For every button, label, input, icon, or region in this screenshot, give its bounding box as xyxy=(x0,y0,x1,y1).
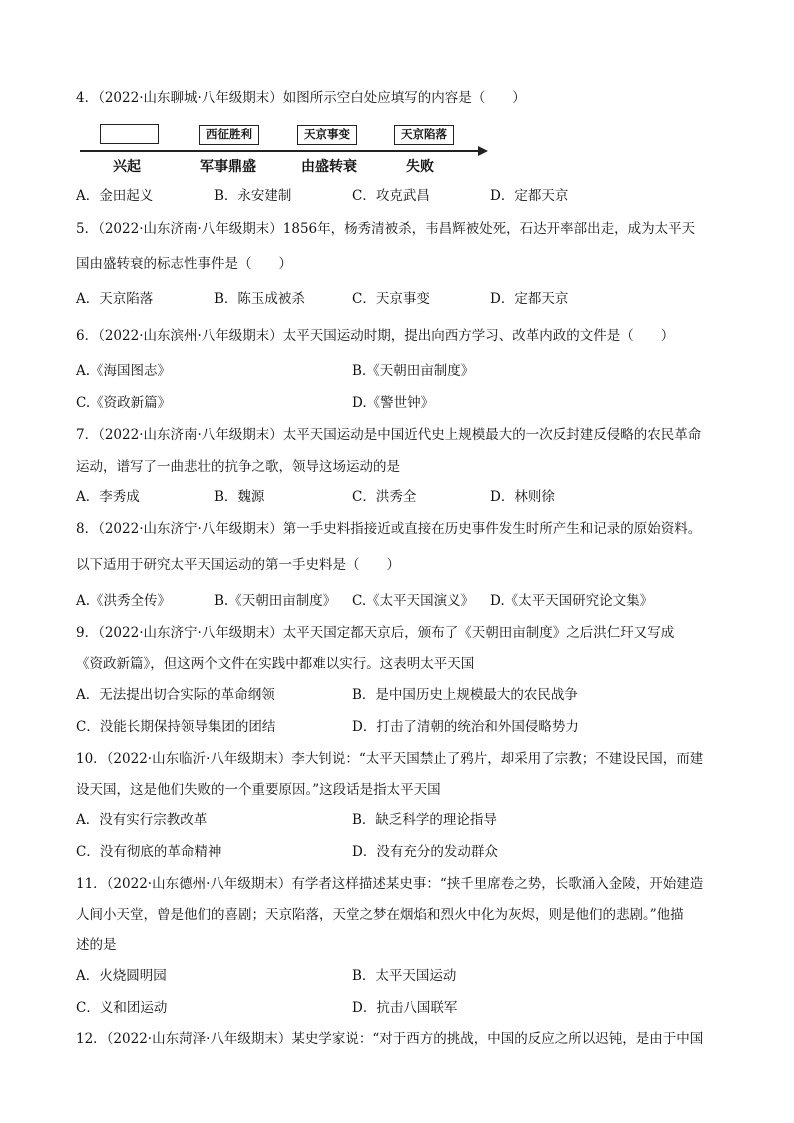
q6-option-c[interactable]: C.《资政新篇》 xyxy=(76,395,172,411)
q6-option-a[interactable]: A.《海国图志》 xyxy=(76,363,172,379)
q5-stem-line-1: 5．（2022·山东济南·八年级期末）1856年，杨秀清被杀，韦昌辉被处死，石达开率部出走，成为太平天 xyxy=(76,221,696,237)
q8-stem-line-1: 8．（2022·山东济宁·八年级期末）第一手史料指接近或直接在历史事件发生时所产生和记录的原始资料。 xyxy=(76,521,702,537)
q12-stem: 12．（2022·山东菏泽·八年级期末）某史学家说：“对于西方的挑战，中国的反应之所以迟钝，是由于中国 xyxy=(76,1031,704,1047)
q6-option-d[interactable]: D.《警世钟》 xyxy=(352,395,435,411)
timeline-box-tianjing-fall: 天京陷落 xyxy=(394,125,454,145)
q8-option-a[interactable]: A.《洪秀全传》 xyxy=(76,593,172,609)
q9-option-b[interactable]: B．是中国历史上规模最大的农民战争 xyxy=(352,687,578,703)
q5-option-c[interactable]: C．天京事变 xyxy=(352,291,430,307)
q11-stem-line-1: 11．（2022·山东德州·八年级期末）有学者这样描述某史事：“挟千里席卷之势，长歌涌入金陵，开始建造 xyxy=(76,876,704,892)
q4-stem: 4．（2022·山东聊城·八年级期末）如图所示空白处应填写的内容是（ ） xyxy=(76,90,526,106)
timeline-label-rise: 兴起 xyxy=(113,159,141,175)
q4-option-a[interactable]: A．金田起义 xyxy=(76,188,154,204)
q7-stem-line-1: 7．（2022·山东济南·八年级期末）太平天国运动是中国近代史上规模最大的一次反封建反侵略的农民革命 xyxy=(76,427,702,443)
q9-option-a[interactable]: A．无法提出切合实际的革命纲领 xyxy=(76,687,275,703)
timeline-box-blank xyxy=(100,124,159,144)
q11-option-a[interactable]: A．火烧圆明园 xyxy=(76,968,167,984)
q7-option-d[interactable]: D．林则徐 xyxy=(490,489,555,505)
q9-option-d[interactable]: D．打击了清朝的统治和外国侵略势力 xyxy=(352,719,579,735)
timeline-label-failure: 失败 xyxy=(406,159,434,175)
q7-option-a[interactable]: A．李秀成 xyxy=(76,489,140,505)
q8-option-b[interactable]: B.《天朝田亩制度》 xyxy=(214,593,337,609)
q5-option-b[interactable]: B．陈玉成被杀 xyxy=(214,291,305,307)
q10-stem-line-1: 10．（2022·山东临沂·八年级期末）李大钊说：“太平天国禁止了鸦片，却采用了宗教；不建设民国，而建 xyxy=(76,751,704,767)
q7-stem-line-2: 运动，谱写了一曲悲壮的抗争之歌，领导这场运动的是 xyxy=(76,459,400,475)
q5-option-a[interactable]: A．天京陷落 xyxy=(76,291,154,307)
q11-option-b[interactable]: B．太平天国运动 xyxy=(352,968,457,984)
q11-stem-line-3: 述的是 xyxy=(76,937,117,953)
q8-option-d[interactable]: D.《太平天国研究论文集》 xyxy=(490,593,654,609)
q6-option-b[interactable]: B.《天朝田亩制度》 xyxy=(352,363,475,379)
q9-stem-line-1: 9．（2022·山东济宁·八年级期末）太平天国定都天京后，颁布了《天朝田亩制度》之后洪仁玕又写成 xyxy=(76,625,675,641)
timeline-arrow-icon xyxy=(478,146,488,156)
q9-option-c[interactable]: C．没能长期保持领导集团的团结 xyxy=(76,719,276,735)
q10-stem-line-2: 设天国，这是他们失败的一个重要原因。”这段话是指太平天国 xyxy=(76,782,441,798)
q10-option-c[interactable]: C．没有彻底的革命精神 xyxy=(76,844,222,860)
q10-option-d[interactable]: D．没有充分的发动群众 xyxy=(352,844,498,860)
q4-option-d[interactable]: D．定都天京 xyxy=(490,188,569,204)
q10-option-a[interactable]: A．没有实行宗教改革 xyxy=(76,812,208,828)
timeline-label-decline: 由盛转衰 xyxy=(301,159,357,175)
q10-option-b[interactable]: B．缺乏科学的理论指导 xyxy=(352,812,497,828)
q4-option-c[interactable]: C．攻克武昌 xyxy=(352,188,430,204)
q5-stem-line-2: 国由盛转衰的标志性事件是（ ） xyxy=(76,256,292,272)
q7-option-b[interactable]: B．魏源 xyxy=(214,489,265,505)
q11-option-c[interactable]: C．义和团运动 xyxy=(76,1000,168,1016)
q8-stem-line-2: 以下适用于研究太平天国运动的第一手史料是（ ） xyxy=(76,557,400,573)
q6-stem: 6．（2022·山东滨州·八年级期末）太平天国运动时期，提出向西方学习、改革内政的文件是（ ） xyxy=(76,328,675,344)
q8-option-c[interactable]: C.《太平天国演义》 xyxy=(352,593,475,609)
timeline-label-peak: 军事鼎盛 xyxy=(200,159,256,175)
timeline-axis xyxy=(80,150,480,152)
q5-option-d[interactable]: D．定都天京 xyxy=(490,291,569,307)
q11-stem-line-2: 人间小天堂，曾是他们的喜剧；天京陷落，天堂之梦在烟焰和烈火中化为灰烬，则是他们的悲剧。”他描 xyxy=(76,907,684,923)
q11-option-d[interactable]: D．抗击八国联军 xyxy=(352,1000,458,1016)
timeline-box-tianjing-incident: 天京事变 xyxy=(297,125,357,145)
q4-option-b[interactable]: B．永安建制 xyxy=(214,188,292,204)
q7-option-c[interactable]: C．洪秀全 xyxy=(352,489,417,505)
q9-stem-line-2: 《资政新篇》，但这两个文件在实践中都难以实行。这表明太平天国 xyxy=(76,656,475,672)
timeline-box-western-victory: 西征胜利 xyxy=(199,125,259,145)
